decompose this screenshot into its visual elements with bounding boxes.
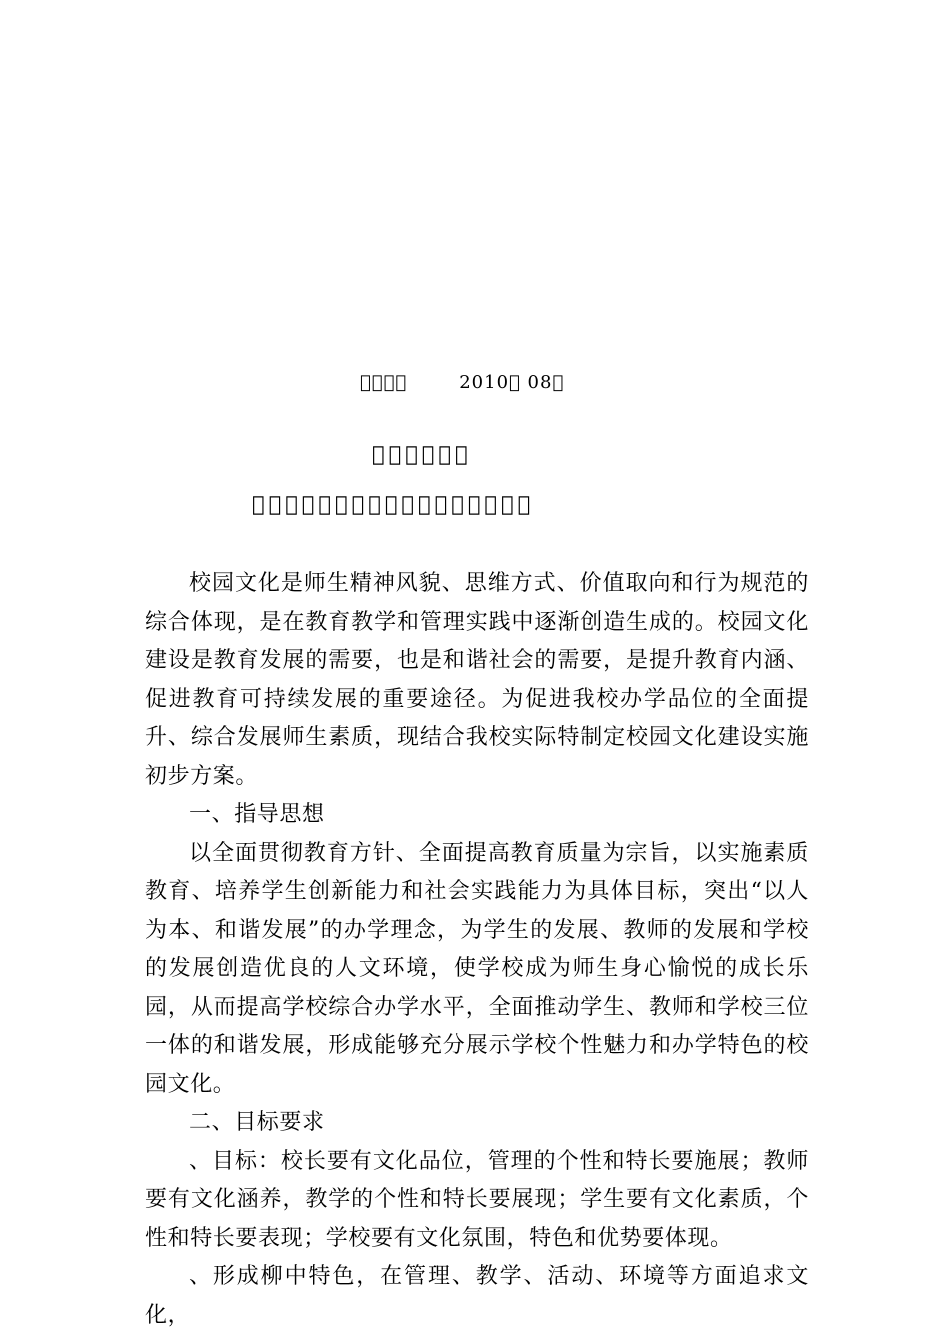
document-body (145, 565, 809, 1335)
guiding-thought-paragraph: 以全面贯彻教育方针、全面提高教育质量为宗旨，以实施素质教育、培养学生创新能力和社会实践能力为具体目标，突出“以人为本、和谐发展”的办学理念，为学生的发展、教师的发展和学校的发展创造优良的人文环境，使学校成为师生身心愉悦的成长乐园，从而提高学校综合办学水平，全面推动学生、教师和学校三位一体的和谐发展，形成能够充分展示学校个性魅力和办学特色的校园文化。 (145, 840, 809, 1097)
goals-item-paragraph: 、目标：校长要有文化品位，管理的个性和特长要施展；教师要有文化涵养，教学的个性和特长要展现；学生要有文化素质，个性和特长要表现；学校要有文化氛围，特色和优势要体现。 (145, 1148, 809, 1251)
date-line (360, 372, 564, 393)
document-subtitle: 􀀀􀀀􀀀􀀀􀀀􀀀􀀀􀀀􀀀􀀀􀀀􀀀􀀀􀀀􀀀􀀀􀀀 (252, 492, 535, 516)
section-heading-goals: 二、目标要求 (189, 1110, 325, 1135)
section-heading-guiding-thought: 一、指导思想 (189, 802, 325, 827)
date-prefix: 􀀀􀀀􀀀􀀀 (360, 372, 408, 393)
document-title: 􀀀􀀀􀀀􀀀􀀀􀀀 (372, 442, 472, 466)
date-value: 2010􀀀 08􀀀 (459, 372, 565, 393)
intro-paragraph: 校园文化是师生精神风貌、思维方式、价值取向和行为规范的综合体现，是在教育教学和管理实践中逐渐创造生成的。校园文化建设是教育发展的需要，也是和谐社会的需要，是提升教育内涵、促进教育可持续发展的重要途径。为促进我校办学品位的全面提升、综合发展师生素质，现结合我校实际特制定校园文化建设实施初步方案。 (145, 571, 809, 789)
features-item-paragraph: 、形成柳中特色，在管理、教学、活动、环境等方面追求文化， (145, 1264, 809, 1328)
